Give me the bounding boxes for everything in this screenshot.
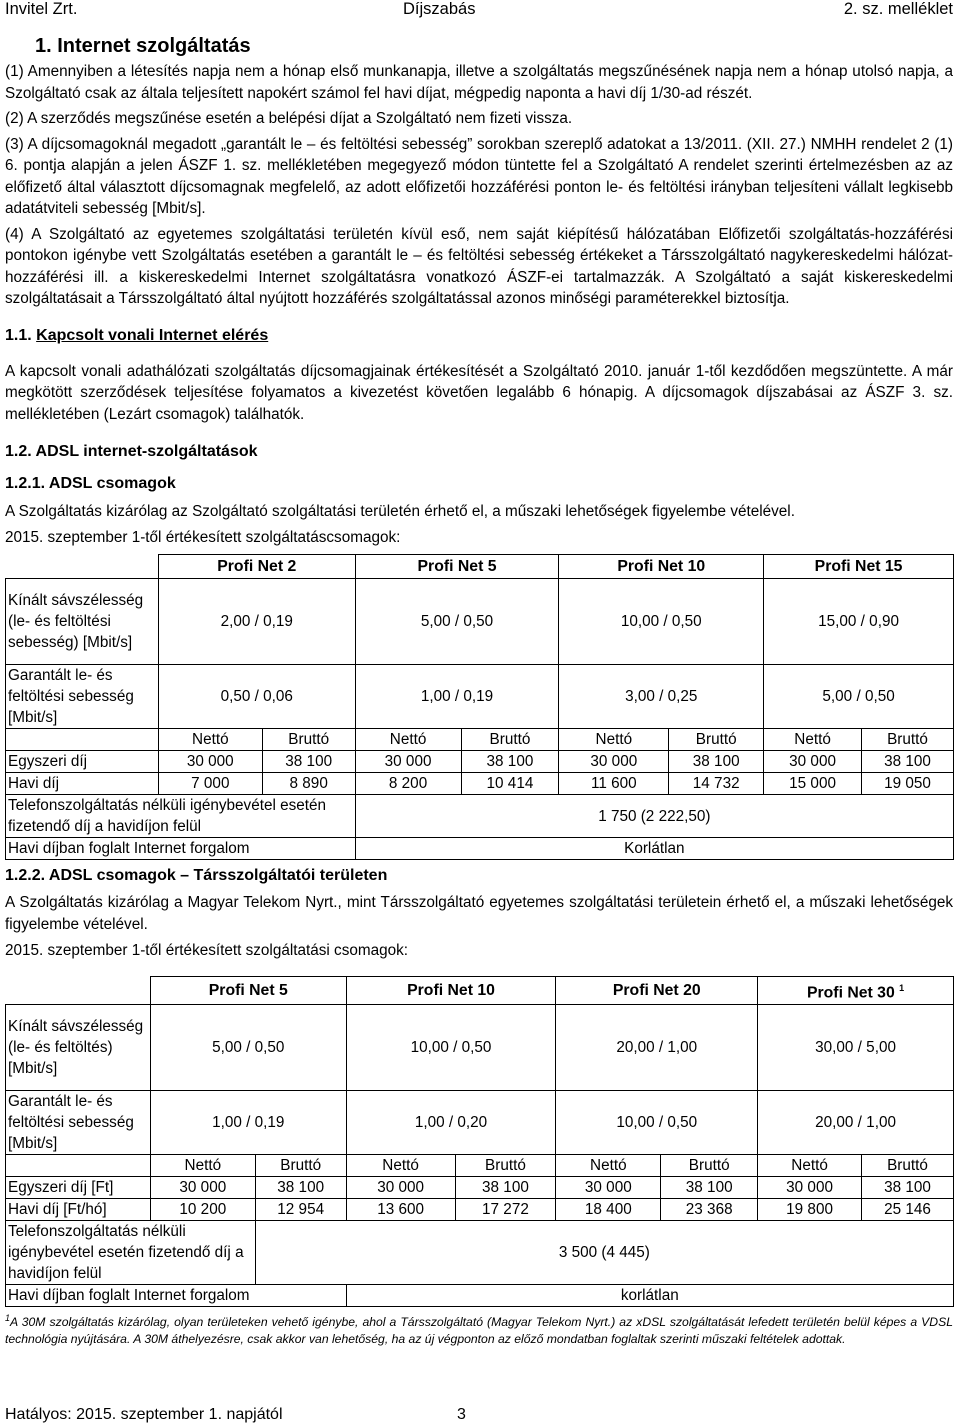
t2-brutto: Bruttó	[862, 1154, 954, 1176]
t2-header: Profi Net 5	[150, 976, 346, 1004]
section-1-2-1-intro: 2015. szeptember 1-től értékesített szolgáltatáscsomagok:	[5, 528, 401, 546]
t2-monthly: 19 800	[758, 1198, 862, 1220]
t2-onetime: 30 000	[346, 1176, 455, 1198]
paragraph-4: (4) A Szolgáltató az egyetemes szolgáltatási területén kívül eső, nem saját kiépítésű hálózatában Előfizetői szolgáltatás-hozzáférési pontokon igénybe vett Szolgáltatás esetében a garantált le – és feltöltési sebesség értékeket a Társszolgáltató nagykereskedelmi hálózat-hozzáférési ill. a kiskereskedelmi Internet szolgáltatásra vonatkozó ÁSZF-ei tartalmazzák. A Szolgáltató a saját kiskereskedelmi szolgáltatásait a Társszolgáltató által nyújtott hozzáférés szolgáltatással azonos minőségi paraméterekkel biztosítja.	[5, 225, 953, 307]
section-1-2-2-text: A Szolgáltatás kizárólag a Magyar Telekom Nyrt., mint Társszolgáltató egyetemes szolgáltatási területein érhető el, a műszaki lehetőségek figyelembe vételével.	[5, 894, 953, 933]
t2-brutto: Bruttó	[661, 1154, 758, 1176]
t1-traffic-value: Korlátlan	[355, 838, 953, 860]
t1-monthly: 10 414	[461, 773, 559, 795]
t2-brutto: Bruttó	[455, 1154, 556, 1176]
t2-monthly: 25 146	[862, 1198, 954, 1220]
heading-1-2-1: 1.2.1. ADSL csomagok	[5, 475, 176, 492]
t2-netto: Nettó	[150, 1154, 255, 1176]
t1-netto: Nettó	[764, 729, 862, 751]
t2-phone-label: Telefonszolgáltatás nélküli igénybevétel esetén fizetendő díj a havidíjon felül	[6, 1220, 256, 1284]
t2-header: Profi Net 10	[346, 976, 556, 1004]
t1-brutto: Bruttó	[862, 729, 954, 751]
section-1-2-2-intro: 2015. szeptember 1-től értékesített szolgáltatási csomagok:	[5, 942, 409, 959]
t2-netto: Nettó	[556, 1154, 661, 1176]
t2-guaranteed: 10,00 / 0,50	[556, 1090, 758, 1154]
document-page	[5, 0, 953, 1348]
t1-header: Profi Net 15	[764, 555, 954, 579]
t1-brutto: Bruttó	[461, 729, 559, 751]
t1-onetime: 30 000	[764, 751, 862, 773]
t2-monthly: 10 200	[150, 1198, 255, 1220]
t1-speed-label: Kínált sávszélesség (le- és feltöltési sebesség) [Mbit/s]	[6, 579, 159, 665]
t2-guaranteed: 1,00 / 0,19	[150, 1090, 346, 1154]
t1-onetime: 30 000	[355, 751, 461, 773]
heading-1-1-number: 1.1.	[5, 326, 32, 344]
t1-onetime: 38 100	[262, 751, 355, 773]
footnote-ref: 1	[899, 982, 905, 993]
t1-guaranteed: 1,00 / 0,19	[355, 665, 559, 729]
section-title: 1. Internet szolgáltatás	[35, 35, 251, 57]
t1-phone-value: 1 750 (2 222,50)	[355, 795, 953, 838]
t1-brutto: Bruttó	[669, 729, 764, 751]
t1-speed: 5,00 / 0,50	[355, 579, 559, 665]
header-company: Invitel Zrt.	[5, 0, 78, 18]
t2-traffic-label: Havi díjban foglalt Internet forgalom	[6, 1284, 347, 1306]
t1-speed: 15,00 / 0,90	[764, 579, 954, 665]
t2-guaranteed: 20,00 / 1,00	[758, 1090, 954, 1154]
t2-monthly: 18 400	[556, 1198, 661, 1220]
header-title: Díjszabás	[403, 0, 476, 18]
heading-1-1-text: Kapcsolt vonali Internet elérés	[36, 326, 269, 344]
paragraph-1: (1) Amennyiben a létesítés napja nem a hónap első munkanapja, illetve a szolgáltatás megszűnésének napja nem a hónap utolsó napja, a Szolgáltató csak az általa teljesített napokért számol fel havi díjat, mégpedig naponta a havi díj 1/30-ad részét.	[5, 63, 953, 102]
page-header	[5, 0, 953, 26]
t1-monthly: 7 000	[158, 773, 262, 795]
t2-monthly: 17 272	[455, 1198, 556, 1220]
footnote-text: A 30M szolgáltatás kizárólag, olyan területeken vehető igénybe, ahol a Társszolgáltató (Magyar Telekom Nyrt.) az xDSL szolgáltatását lefedett területén belül képes a VDSL technológia nyújtására. A 30M áthelyezésre, csak akkor van lehetőség, ha az új végponton az előző mondatban foglaltak szerinti műszaki feltételek adottak.	[5, 1314, 953, 1346]
t1-netto: Nettó	[355, 729, 461, 751]
t2-speed-label: Kínált sávszélesség (le- és feltöltés) [Mbit/s]	[6, 1004, 151, 1090]
t2-onetime-label: Egyszeri díj [Ft]	[6, 1176, 151, 1198]
t1-guaranteed-label: Garantált le- és feltöltési sebesség [Mbit/s]	[6, 665, 159, 729]
t2-monthly: 13 600	[346, 1198, 455, 1220]
t2-netto: Nettó	[758, 1154, 862, 1176]
t1-monthly: 15 000	[764, 773, 862, 795]
t1-header: Profi Net 5	[355, 555, 559, 579]
page-number: 3	[457, 1406, 466, 1423]
t2-brutto: Bruttó	[255, 1154, 346, 1176]
footnote	[5, 1310, 953, 1348]
t2-onetime: 38 100	[862, 1176, 954, 1198]
t1-phone-label: Telefonszolgáltatás nélküli igénybevétel esetén fizetendő díj a havidíjon felül	[6, 795, 356, 838]
t1-netto: Nettó	[559, 729, 669, 751]
t1-guaranteed: 3,00 / 0,25	[559, 665, 764, 729]
t1-monthly: 14 732	[669, 773, 764, 795]
t2-header-30	[758, 976, 954, 1004]
t2-guaranteed: 1,00 / 0,20	[346, 1090, 556, 1154]
heading-1-1	[5, 325, 953, 346]
t2-speed: 5,00 / 0,50	[150, 1004, 346, 1090]
t2-header: Profi Net 20	[556, 976, 758, 1004]
paragraph-3: (3) A díjcsomagoknál megadott „garantált le – és feltöltési sebesség” sorokban szereplő adatokat a 13/2011. (XII. 27.) NMHH rendelet 2 (1) 6. pontja alapján a jelen ÁSZF 1. sz. mellékletében megegyező módon tüntette fel a Szolgáltató A rendelet szerinti értelmezésben az az előfizető által választott díjcsomagnak megfelelő, az adott előfizetői hozzáférési ponton le- és feltöltési irányban teljesíteni vállalt legkisebb adatátviteli sebesség [Mbit/s].	[5, 135, 953, 217]
t1-speed: 10,00 / 0,50	[559, 579, 764, 665]
t1-speed: 2,00 / 0,19	[158, 579, 355, 665]
t1-onetime: 38 100	[862, 751, 954, 773]
t1-onetime: 38 100	[669, 751, 764, 773]
t2-onetime: 38 100	[455, 1176, 556, 1198]
heading-1-2-2: 1.2.2. ADSL csomagok – Társszolgáltatói területen	[5, 867, 388, 884]
paragraph-2: (2) A szerződés megszűnése esetén a belépési díjat a Szolgáltató nem fizeti vissza.	[5, 110, 573, 127]
t1-monthly: 8 200	[355, 773, 461, 795]
t1-monthly: 11 600	[559, 773, 669, 795]
t1-header: Profi Net 10	[559, 555, 764, 579]
t1-onetime: 30 000	[559, 751, 669, 773]
t2-speed: 30,00 / 5,00	[758, 1004, 954, 1090]
t1-guaranteed: 5,00 / 0,50	[764, 665, 954, 729]
t1-brutto: Bruttó	[262, 729, 355, 751]
price-table-2	[5, 976, 954, 1307]
page-footer	[5, 1406, 466, 1424]
t1-netto: Nettó	[158, 729, 262, 751]
t2-netto: Nettó	[346, 1154, 455, 1176]
footnote-mark: 1	[5, 1312, 11, 1323]
section-1-1-text: A kapcsolt vonali adathálózati szolgáltatás díjcsomagjainak értékesítését a Szolgáltató 2010. január 1-től kezdődően megszüntette. A már megkötött szerződések teljesítése folyamatos a kivezetést követően legalább 6 hónapig. A díjcsomagok díjszabásai az ÁSZF 3. sz. mellékletében (Lezárt csomagok) találhatók.	[5, 362, 953, 423]
t1-traffic-label: Havi díjban foglalt Internet forgalom	[6, 838, 356, 860]
t1-monthly: 8 890	[262, 773, 355, 795]
header-annex: 2. sz. melléklet	[843, 0, 953, 18]
t2-speed: 10,00 / 0,50	[346, 1004, 556, 1090]
section-1-2-1-text: A Szolgáltatás kizárólag az Szolgáltató szolgáltatási területén érhető el, a műszaki lehetőségek figyelembe vételével.	[5, 503, 795, 520]
effective-date: Hatályos: 2015. szeptember 1. napjától	[5, 1406, 283, 1423]
t2-header: Profi Net 30	[806, 983, 895, 1001]
t2-onetime: 38 100	[255, 1176, 346, 1198]
t2-onetime: 30 000	[758, 1176, 862, 1198]
price-table-1	[5, 554, 954, 860]
t2-monthly: 12 954	[255, 1198, 346, 1220]
t2-monthly: 23 368	[661, 1198, 758, 1220]
t2-onetime: 30 000	[556, 1176, 661, 1198]
t1-onetime-label: Egyszeri díj	[6, 751, 159, 773]
t2-onetime: 38 100	[661, 1176, 758, 1198]
t2-guaranteed-label: Garantált le- és feltöltési sebesség [Mbit/s]	[6, 1090, 151, 1154]
t1-monthly-label: Havi díj	[6, 773, 159, 795]
t1-onetime: 30 000	[158, 751, 262, 773]
t2-traffic-value: korlátlan	[346, 1284, 953, 1306]
t1-guaranteed: 0,50 / 0,06	[158, 665, 355, 729]
t1-onetime: 38 100	[461, 751, 559, 773]
t2-onetime: 30 000	[150, 1176, 255, 1198]
heading-1-2: 1.2. ADSL internet-szolgáltatások	[5, 443, 258, 460]
t1-header: Profi Net 2	[158, 555, 355, 579]
t2-monthly-label: Havi díj [Ft/hó]	[6, 1198, 151, 1220]
t2-speed: 20,00 / 1,00	[556, 1004, 758, 1090]
t1-monthly: 19 050	[862, 773, 954, 795]
t2-phone-value: 3 500 (4 445)	[255, 1220, 953, 1284]
